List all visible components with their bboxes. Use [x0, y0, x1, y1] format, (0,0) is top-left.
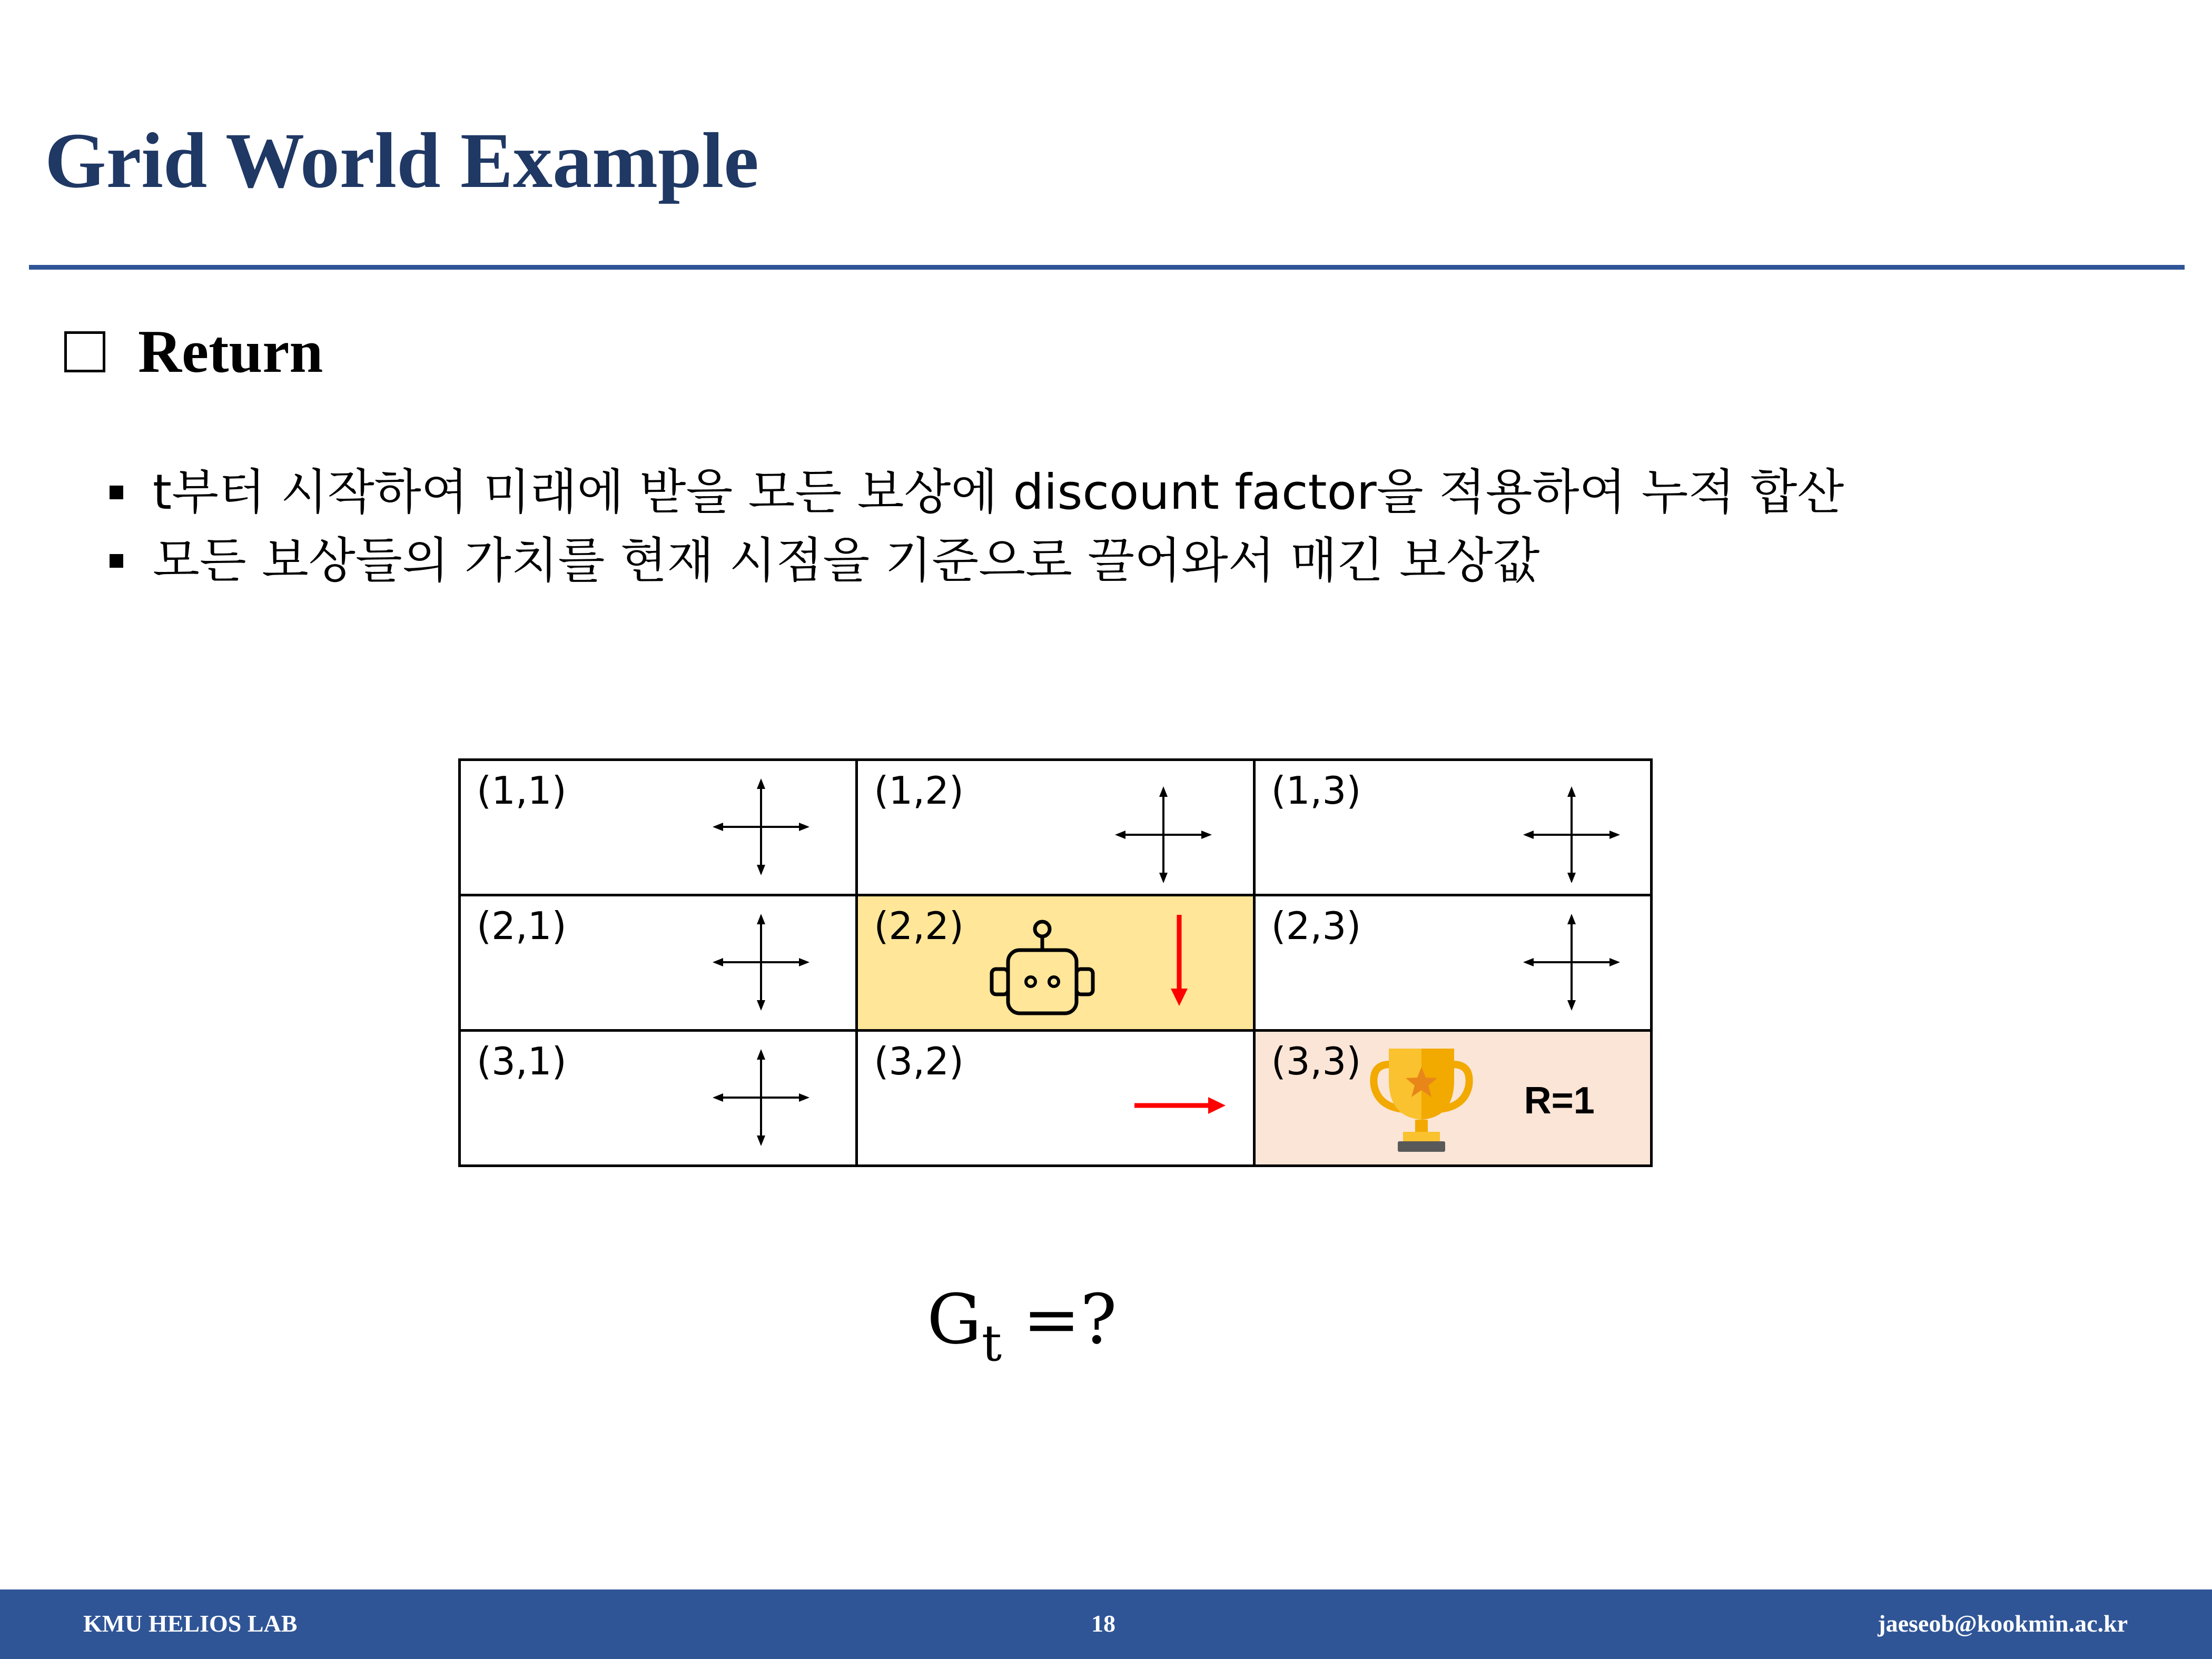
cell-coordinate: (1,2) [874, 768, 964, 813]
grid-cell-1-1 [460, 760, 857, 895]
formula-rhs: =? [1023, 1279, 1117, 1359]
cell-coordinate: (2,2) [874, 904, 964, 948]
section-heading [64, 318, 323, 385]
slide-footer [0, 1589, 2212, 1659]
four-way-arrow-icon [1111, 782, 1216, 887]
four-way-arrow-icon [1519, 910, 1624, 1015]
cell-coordinate: (3,2) [874, 1039, 964, 1083]
trophy-icon [1369, 1043, 1474, 1154]
bullet-list [110, 458, 1844, 595]
grid-world-table [458, 758, 1653, 1167]
right-arrow-icon [1132, 1090, 1227, 1121]
grid-cell-3-2 [857, 1031, 1254, 1166]
grid-cell-1-3 [1254, 760, 1651, 895]
footer-lab-name: KMU HELIOS LAB [83, 1610, 298, 1637]
reward-label: R=1 [1524, 1080, 1595, 1122]
grid-cell-2-3 [1254, 895, 1651, 1031]
four-way-arrow-icon [1519, 782, 1624, 887]
section-heading-label: Return [138, 318, 323, 385]
grid-cell-3-3 [1254, 1031, 1651, 1166]
formula-subscript: t [981, 1315, 1002, 1373]
cell-coordinate: (1,3) [1271, 768, 1361, 813]
cell-coordinate: (3,1) [477, 1039, 567, 1083]
four-way-arrow-icon [708, 1045, 814, 1150]
cell-coordinate: (2,3) [1271, 904, 1361, 948]
footer-email: jaeseob@kookmin.ac.kr [1878, 1610, 2128, 1637]
bullet-text: t부터 시작하여 미래에 받을 모든 보상에 discount factor을 적용하여 누적 합산 [153, 464, 1844, 520]
bullet-square-icon [110, 554, 123, 568]
list-item [110, 458, 1844, 527]
checkbox-square-icon [64, 331, 105, 372]
cell-coordinate: (3,3) [1271, 1039, 1361, 1083]
grid-cell-2-1 [460, 895, 857, 1031]
cell-coordinate: (1,1) [477, 768, 567, 813]
bullet-square-icon [110, 486, 123, 499]
formula-symbol: G [927, 1279, 982, 1359]
robot-icon [984, 917, 1100, 1018]
cell-coordinate: (2,1) [477, 904, 567, 948]
slide-title: Grid World Example [45, 117, 759, 204]
down-arrow-icon [1163, 912, 1195, 1007]
grid-cell-2-2 [857, 895, 1254, 1031]
four-way-arrow-icon [708, 774, 814, 880]
title-divider [29, 265, 2185, 270]
list-item [110, 527, 1844, 595]
grid-cell-3-1 [460, 1031, 857, 1166]
bullet-text: 모든 보상들의 가치를 현재 시점을 기준으로 끌어와서 매긴 보상값 [153, 532, 1540, 589]
return-formula [927, 1279, 1117, 1373]
four-way-arrow-icon [708, 910, 814, 1015]
page-number: 18 [1091, 1610, 1115, 1637]
grid-cell-1-2 [857, 760, 1254, 895]
